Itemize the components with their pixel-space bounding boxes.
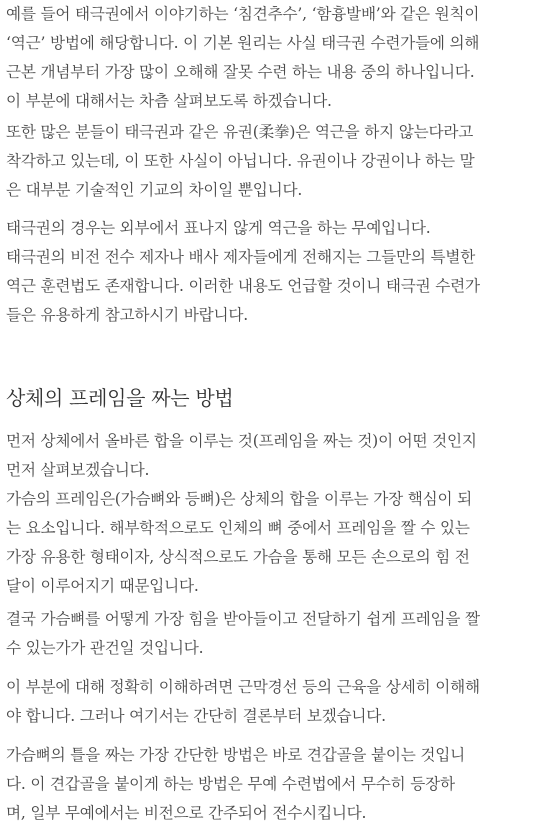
text-line: 먼저 살펴보겠습니다.	[6, 461, 150, 479]
paragraph-soft-fist	[6, 118, 475, 205]
text-line: 가슴뼈의 틀을 짜는 가장 간단한 방법은 바로 견갑골을 붙이는 것입니	[6, 746, 465, 764]
section-heading: 상체의 프레임을 짜는 방법	[6, 386, 234, 410]
text-line: 또한 많은 분들이 태극권과 같은 유권(柔拳)은 역근을 하지 않는다라고	[6, 123, 474, 141]
text-line: ‘역근’ 방법에 해당합니다. 이 기본 원리는 사실 태극권 수련가들에 의해	[6, 34, 480, 52]
paragraph-taichi-training	[6, 214, 480, 330]
text-line: 야 합니다. 그러나 여기서는 간단히 결론부터 보겠습니다.	[6, 707, 386, 725]
text-line: 가슴의 프레임은(가슴뼈와 등뼈)은 상체의 합을 이루는 가장 핵심이 되	[6, 490, 473, 508]
text-line: 이 부분에 대해서는 차츰 살펴보도록 하겠습니다.	[6, 92, 332, 110]
paragraph-conclusion	[6, 605, 480, 663]
text-line: 결국 가슴뼈를 어떻게 가장 힘을 받아들이고 전달하기 쉽게 프레임을 짤	[6, 610, 480, 628]
paragraph-chest-frame	[6, 427, 477, 601]
text-line: 역근 훈련법도 존재합니다. 이러한 내용도 언급할 것이니 태극권 수련가	[6, 277, 480, 295]
text-line: 다. 이 견갑골을 붙이게 하는 방법은 무예 수련법에서 무수히 등장하	[6, 775, 455, 793]
text-line: 근본 개념부터 가장 많이 오해해 잘못 수련 하는 내용 중의 하나입니다.	[6, 63, 475, 81]
paragraph-scapula	[6, 741, 465, 828]
paragraph-principles	[6, 0, 479, 116]
text-line: 예를 들어 태극권에서 이야기하는 ‘침견추수’, ‘함흉발배’와 같은 원칙이	[6, 5, 480, 23]
paragraph-fascia	[6, 673, 480, 731]
text-line: 는 요소입니다. 해부학적으로도 인체의 뼈 중에서 프레임을 짤 수 있는	[6, 519, 470, 537]
text-line: 수 있는가가 관건일 것입니다.	[6, 639, 204, 657]
text-line: 가장 유용한 형태이자, 상식적으로도 가슴을 통해 모든 손으로의 힘 전	[6, 548, 470, 566]
text-line: 이 부분에 대해 정확히 이해하려면 근막경선 등의 근육을 상세히 이해해	[6, 678, 480, 696]
text-line: 태극권의 경우는 외부에서 표나지 않게 역근을 하는 무예입니다.	[6, 219, 431, 237]
text-line: 은 대부분 기술적인 기교의 차이일 뿐입니다.	[6, 181, 303, 199]
text-line: 며, 일부 무예에서는 비전으로 간주되어 전수시킵니다.	[6, 804, 367, 822]
text-line: 먼저 상체에서 올바른 합을 이루는 것(프레임을 짜는 것)이 어떤 것인지	[6, 432, 477, 450]
text-line: 착각하고 있는데, 이 또한 사실이 아닙니다. 유권이나 강권이나 하는 말	[6, 152, 475, 170]
text-line: 달이 이루어지기 때문입니다.	[6, 577, 199, 595]
text-line: 태극권의 비전 전수 제자나 배사 제자들에게 전해지는 그들만의 특별한	[6, 248, 476, 266]
text-line: 들은 유용하게 참고하시기 바랍니다.	[6, 306, 248, 324]
